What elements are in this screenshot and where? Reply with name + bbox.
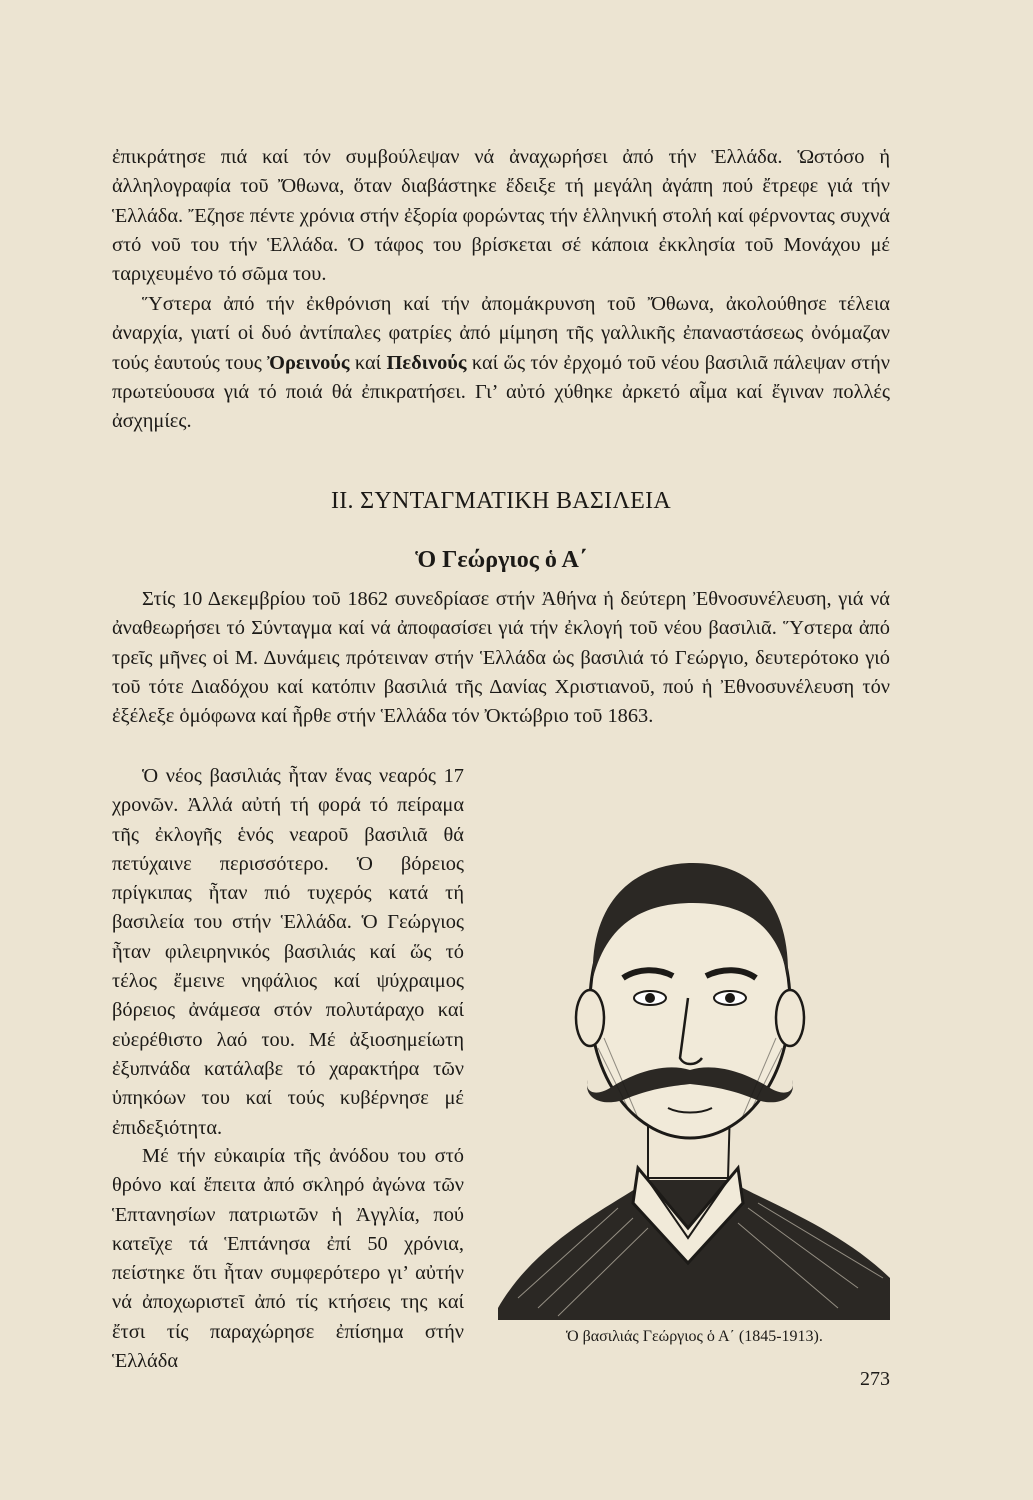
paragraph-anarchy: Ὕστερα ἀπό τήν ἐκθρόνιση καί τήν ἀπομάκρυνση τοῦ Ὄθωνα, ἀκολούθησε τέλεια ἀναρχία, γιατί οἱ δυό ἀντίπαλες φατρίες ἀπό μίμηση τῆς γαλλικῆς ἐπαναστάσεως ὀνόμαζαν τούς ἑαυτούς τους Ὀρεινούς καί Πεδινούς καί ὥς τόν ἐρχομό τοῦ νέου βασιλιᾶ πάλεψαν στήν πρωτεύουσα γιά τό ποιά θά ἐπικρατήσει. Γι’ αὐτό χύθηκε ἀρκετό αἷμα καί ἔγιναν πολλές ἀσχημίες. — [112, 293, 890, 433]
page-number: 273 — [860, 1368, 890, 1390]
king-george-portrait-engraving — [498, 808, 890, 1320]
chapter-subheading: Ὁ Γεώργιος ὁ Α΄ — [415, 547, 587, 573]
paragraph-national-assembly: Στίς 10 Δεκεμβρίου τοῦ 1862 συνεδρίασε στήν Ἀθήνα ἡ δεύτερη Ἐθνοσυνέλευση, γιά νά ἀναθεωρήσει τό Σύνταγμα καί νά ἀποφασίσει γιά τήν ἐκλογή τοῦ νέου βασιλιᾶ. Ὕστερα ἀπό τρεῖς μῆνες οἱ Μ. Δυνάμεις πρότειναν στήν Ἑλλάδα ὡς βασιλιά τό Γεώργιο, δευτερότοκο γιό τοῦ τότε Διαδόχου καί κατόπιν βασιλιά τῆς Δανίας Χριστιανοῦ, πού ἡ Ἐθνοσυνέλευση τόν ἐξέλεξε ὁμόφωνα καί ἦρθε στήν Ἑλλάδα τόν Ὀκτώβριο τοῦ 1863. — [112, 588, 890, 728]
paragraph-ionian-islands: Μέ τήν εὐκαιρία τῆς ἀνόδου του στό θρόνο καί ἔπειτα ἀπό σκληρό ἀγώνα τῶν Ἑπτανησίων πατριωτῶν ἡ Ἀγγλία, πού κατεῖχε τά Ἑπτάνησα ἐπί 50 χρόνια, πείστηκε ὅτι ἦταν συμφερότερο γι’ αὐτήν νά ἀποχωριστεῖ ἀπό τίς κτήσεις της καί ἔτσι τίς παραχώρησε ἐπίσημα στήν Ἑλλάδα — [112, 1145, 464, 1373]
bold-term-oreinoi: Ὀρεινούς — [267, 351, 350, 374]
paragraph-otto-exile: ἐπικράτησε πιά καί τόν συμβούλεψαν νά ἀναχωρήσει ἀπό τήν Ἑλλάδα. Ὡστόσο ἡ ἀλληλογραφία τοῦ Ὄθωνα, ὅταν διαβάστηκε ἔδειξε τή μεγάλη ἀγάπη πού ἔτρεφε γιά τήν Ἑλλάδα. Ἔζησε πέντε χρόνια στήν ἐξορία φορώντας τήν ἑλληνική στολή καί φέρνοντας συχνά στό νοῦ του τήν Ἑλλάδα. Ὁ τάφος του βρίσκεται σέ κάποια ἐκκλησία τοῦ Μονάχου μέ ταριχευμένο τό σῶμα του. — [112, 146, 890, 286]
bold-term-pedinoi: Πεδινούς — [386, 351, 467, 374]
section-heading: II. ΣΥΝΤΑΓΜΑΤΙΚΗ ΒΑΣΙΛΕΙΑ — [330, 488, 672, 514]
portrait-caption: Ὁ βασιλιάς Γεώργιος ὁ Α΄ (1845-1913). — [566, 1328, 823, 1345]
paragraph-young-king: Ὁ νέος βασιλιάς ἦταν ἕνας νεαρός 17 χρονῶν. Ἀλλά αὐτή τή φορά τό πείραμα τῆς ἐκλογῆς ἑνός νεαροῦ βασιλιᾶ θά πετύχαινε περισσότερο. Ὁ βόρειος πρίγκιπας ἦταν πιό τυχερός κατά τή βασιλεία του στήν Ἑλλάδα. Ὁ Γεώργιος ἦταν φιλειρηνικός βασιλιάς καί ὥς τό τέλος ἔμεινε νηφάλιος καί ψύχραιμος βόρειος ἀνάμεσα στόν πολυτάραχο καί εὐερέθιστο λαό του. Μέ ἀξιοσημείωτη ἐξυπνάδα κατάλαβε τό χαρακτήρα τῶν ὑπηκόων του καί τούς κυβέρνησε μέ ἐπιδεξιότητα. — [112, 765, 464, 1139]
